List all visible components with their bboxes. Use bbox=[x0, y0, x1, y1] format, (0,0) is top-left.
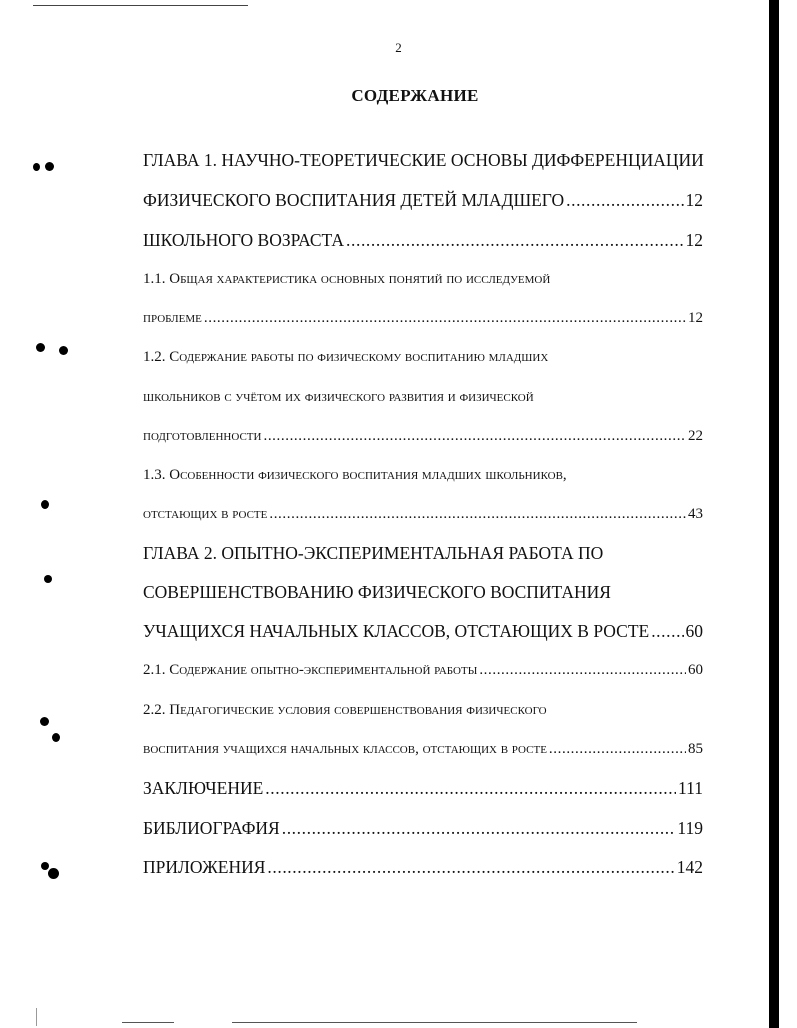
toc-entry-text: ФИЗИЧЕСКОГО ВОСПИТАНИЯ ДЕТЕЙ МЛАДШЕГО bbox=[143, 190, 565, 210]
toc-entry-page: 43 bbox=[688, 506, 703, 522]
toc-leader-dots bbox=[549, 742, 686, 757]
binder-hole bbox=[41, 862, 49, 870]
binder-hole bbox=[45, 162, 54, 171]
toc-entry-page: 111 bbox=[678, 778, 703, 798]
toc-entry-text: воспитания учащихся начальных классов, отстающих в росте bbox=[143, 741, 547, 757]
binder-hole bbox=[52, 733, 60, 742]
toc-entry bbox=[143, 272, 703, 287]
top-scan-line bbox=[33, 5, 248, 6]
toc-entry-text: УЧАЩИХСЯ НАЧАЛЬНЫХ КЛАССОВ, ОТСТАЮЩИХ В РОСТЕ bbox=[143, 621, 650, 641]
toc-entry-page: 85 bbox=[688, 741, 703, 757]
toc-leader-dots bbox=[263, 429, 686, 444]
toc-entry-page: 60 bbox=[688, 662, 703, 678]
toc-entry-page: 12 bbox=[685, 190, 703, 210]
toc-entry-text: ЗАКЛЮЧЕНИЕ bbox=[143, 778, 264, 798]
binder-hole bbox=[41, 500, 49, 509]
toc-entry bbox=[143, 468, 703, 483]
toc-entry-text: 2.2. Педагогические условия совершенствования физического bbox=[143, 702, 547, 718]
toc-entry-text: школьников с учётом их физического развития и физической bbox=[143, 389, 534, 405]
toc-entry-text: ПРИЛОЖЕНИЯ bbox=[143, 857, 266, 877]
toc-entry-text: отстающих в росте bbox=[143, 506, 268, 522]
toc-leader-dots bbox=[479, 663, 686, 678]
toc-entry-text: ГЛАВА 2. ОПЫТНО-ЭКСПЕРИМЕНТАЛЬНАЯ РАБОТА ПО bbox=[143, 543, 604, 563]
scan-bottom-line bbox=[232, 1022, 637, 1023]
toc-entry bbox=[143, 350, 703, 365]
toc-entry bbox=[143, 192, 703, 210]
toc-leader-dots bbox=[269, 507, 686, 522]
toc-entry bbox=[143, 232, 703, 250]
binder-hole bbox=[44, 575, 52, 583]
toc-entry bbox=[143, 152, 703, 170]
toc-entry-text: подготовленности bbox=[143, 428, 262, 444]
binder-hole bbox=[48, 868, 59, 879]
toc-entry-text: ШКОЛЬНОГО ВОЗРАСТА bbox=[143, 230, 345, 250]
toc-entry bbox=[143, 584, 703, 602]
binder-hole bbox=[36, 343, 45, 352]
toc-entry-text: 1.1. Общая характеристика основных понятий по исследуемой bbox=[143, 271, 551, 287]
toc-leader-dots bbox=[267, 859, 674, 877]
toc-entry-text: ГЛАВА 1. НАУЧНО-ТЕОРЕТИЧЕСКИЕ ОСНОВЫ ДИФФЕРЕНЦИАЦИИ bbox=[143, 150, 704, 170]
toc-entry bbox=[143, 311, 703, 326]
scan-bottom-line bbox=[122, 1022, 174, 1023]
toc-leader-dots bbox=[651, 623, 683, 641]
toc-entry bbox=[143, 429, 703, 444]
toc-entry bbox=[143, 859, 703, 877]
toc-title: СОДЕРЖАНИЕ bbox=[351, 86, 479, 105]
toc-entry bbox=[143, 623, 703, 641]
toc-entry-page: 22 bbox=[688, 428, 703, 444]
toc-entry bbox=[143, 703, 703, 718]
toc-leader-dots bbox=[282, 820, 676, 838]
scan-edge-bar bbox=[769, 0, 779, 1028]
toc-entry bbox=[143, 820, 703, 838]
toc-entry-text: 1.3. Особенности физического воспитания младших школьников, bbox=[143, 467, 567, 483]
binder-hole bbox=[40, 717, 49, 726]
toc-entry-text: СОВЕРШЕНСТВОВАНИЮ ФИЗИЧЕСКОГО ВОСПИТАНИЯ bbox=[143, 582, 611, 602]
toc-leader-dots bbox=[265, 780, 676, 798]
toc-entry-text: БИБЛИОГРАФИЯ bbox=[143, 818, 280, 838]
binder-hole bbox=[33, 163, 40, 171]
toc-entry bbox=[143, 663, 703, 678]
toc-entry bbox=[143, 742, 703, 757]
toc-entry bbox=[143, 507, 703, 522]
toc-entry-page: 12 bbox=[688, 310, 703, 326]
page-number: 2 bbox=[395, 40, 402, 55]
toc-entry-text: проблеме bbox=[143, 310, 202, 326]
toc-entry-text: 1.2. Содержание работы по физическому воспитанию младших bbox=[143, 349, 549, 365]
toc-entry-page: 60 bbox=[685, 621, 703, 641]
toc-entry-text: 2.1. Содержание опытно-экспериментальной работы bbox=[143, 662, 478, 678]
toc-entry bbox=[143, 545, 703, 563]
scan-left-mark bbox=[36, 1008, 37, 1026]
toc-leader-dots bbox=[346, 232, 683, 250]
toc-entry bbox=[143, 390, 703, 405]
toc-entry bbox=[143, 780, 703, 798]
binder-hole bbox=[59, 346, 68, 355]
toc-entry-page: 142 bbox=[676, 857, 703, 877]
toc-entry-page: 119 bbox=[677, 818, 703, 838]
toc-entry-page: 12 bbox=[685, 230, 703, 250]
toc-leader-dots bbox=[204, 311, 686, 326]
toc-leader-dots bbox=[566, 192, 683, 210]
